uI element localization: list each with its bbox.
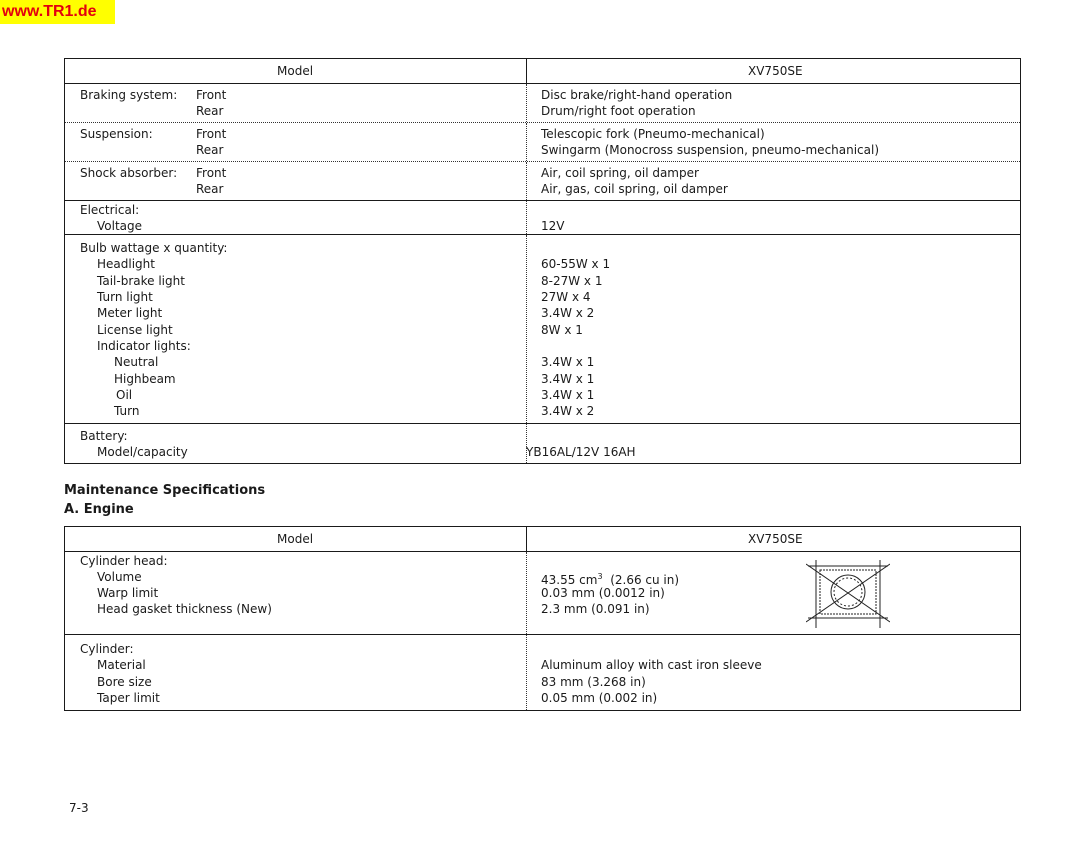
section-title: Maintenance Specifications [64, 483, 266, 498]
sub-label-front: Front [196, 166, 227, 180]
volume-value-number: 43.55 cm [541, 573, 598, 587]
row-braking-system [65, 84, 1020, 122]
gasket-value: 2.3 mm (0.091 in) [541, 602, 650, 616]
warp-limit-value: 0.03 mm (0.0012 in) [541, 586, 665, 600]
row-label: Cylinder head: [80, 554, 168, 568]
header-value: XV750SE [748, 532, 803, 546]
value-rear: Air, gas, coil spring, oil damper [541, 182, 728, 196]
cylinder-head-warp-diagram [806, 560, 890, 628]
row-battery [65, 423, 1020, 463]
highbeam-label: Highbeam [114, 372, 176, 386]
turn-indicator-value: 3.4W x 2 [541, 404, 595, 418]
taper-limit-label: Taper limit [97, 691, 160, 705]
bore-size-label: Bore size [97, 675, 152, 689]
sub-label-rear: Rear [196, 182, 224, 196]
row-label: Shock absorber: [80, 166, 178, 180]
voltage-value: 12V [541, 219, 565, 233]
site-watermark: www.TR1.de [0, 0, 115, 24]
row-label: Suspension: [80, 127, 153, 141]
value-rear: Drum/right foot operation [541, 104, 696, 118]
row-suspension [65, 122, 1020, 161]
meter-light-label: Meter light [97, 306, 163, 320]
battery-model-label: Model/capacity [97, 445, 188, 459]
value-rear: Swingarm (Monocross suspension, pneumo-mechanical) [541, 143, 880, 157]
gasket-label: Head gasket thickness (New) [97, 602, 272, 616]
row-label: Electrical: [80, 203, 140, 217]
turn-light-value: 27W x 4 [541, 290, 591, 304]
neutral-value: 3.4W x 1 [541, 355, 595, 369]
voltage-label: Voltage [97, 219, 143, 233]
meter-light-value: 3.4W x 2 [541, 306, 595, 320]
taper-limit-value: 0.05 mm (0.002 in) [541, 691, 658, 705]
row-shock-absorber [65, 161, 1020, 200]
table-header [65, 59, 1020, 84]
material-label: Material [97, 658, 146, 672]
header-value: XV750SE [748, 64, 803, 78]
page-number: 7-3 [69, 801, 89, 815]
warp-limit-label: Warp limit [97, 586, 159, 600]
headlight-value: 60-55W x 1 [541, 257, 611, 271]
highbeam-value: 3.4W x 1 [541, 372, 595, 386]
sub-label-rear: Rear [196, 104, 224, 118]
volume-value-exponent: 3 [597, 572, 603, 581]
oil-label: Oil [116, 388, 133, 402]
row-bulb-wattage [65, 234, 1020, 423]
headlight-label: Headlight [97, 257, 155, 271]
turn-indicator-label: Turn [114, 404, 140, 418]
row-electrical [65, 200, 1020, 234]
header-model: Model [277, 64, 314, 78]
table-header [65, 527, 1020, 552]
tail-brake-label: Tail-brake light [97, 274, 185, 288]
oil-value: 3.4W x 1 [541, 388, 595, 402]
neutral-label: Neutral [114, 355, 159, 369]
section-subtitle: A. Engine [64, 502, 134, 517]
spec-table-general [64, 58, 1021, 464]
turn-light-label: Turn light [97, 290, 153, 304]
column-divider [526, 59, 527, 83]
volume-value-imperial: (2.66 cu in) [602, 573, 680, 587]
sub-label-rear: Rear [196, 143, 224, 157]
volume-label: Volume [97, 570, 142, 584]
value-front: Telescopic fork (Pneumo-mechanical) [541, 127, 765, 141]
row-label: Battery: [80, 429, 128, 443]
value-front: Disc brake/right-hand operation [541, 88, 733, 102]
row-label: Cylinder: [80, 642, 134, 656]
sub-label-front: Front [196, 88, 227, 102]
material-value: Aluminum alloy with cast iron sleeve [541, 658, 762, 672]
license-light-value: 8W x 1 [541, 323, 583, 337]
row-label: Bulb wattage x quantity: [80, 241, 228, 255]
row-label: Braking system: [80, 88, 178, 102]
license-light-label: License light [97, 323, 173, 337]
indicator-lights-label: Indicator lights: [97, 339, 191, 353]
battery-model-value: YB16AL/12V 16AH [526, 445, 636, 459]
column-divider [526, 527, 527, 551]
sub-label-front: Front [196, 127, 227, 141]
header-model: Model [277, 532, 314, 546]
bore-size-value: 83 mm (3.268 in) [541, 675, 646, 689]
row-cylinder [65, 634, 1020, 710]
tail-brake-value: 8-27W x 1 [541, 274, 603, 288]
value-front: Air, coil spring, oil damper [541, 166, 699, 180]
